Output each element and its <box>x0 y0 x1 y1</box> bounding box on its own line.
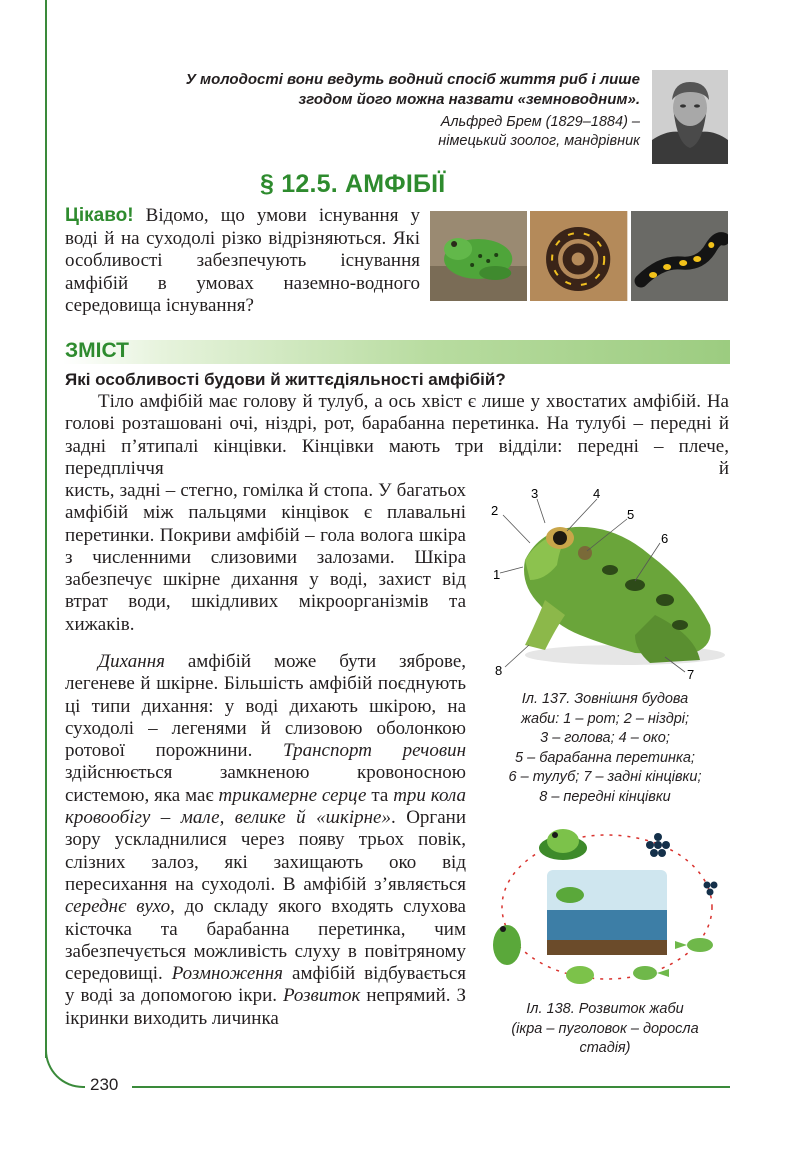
caption-137-line: 6 – тулуб; 7 – задні кінцівки; <box>508 769 702 785</box>
term-middle-ear: середнє вухо <box>65 896 171 918</box>
caption-138-line: (ікра – пуголовок – доросла <box>511 1020 699 1037</box>
term-circulation: три кола кровообігу – мале, велике й «шкірне» <box>65 784 466 829</box>
paragraph-1: Тіло амфібій має голову й тулуб, а ось хвіст є лише у хвостатих амфібій. На голові розташовані очі, ніздрі, рот, барабанна перетинка. На тулубі – передні й задні п’ятипалі кінцівки. Кінцівки мають три відділи: передні – плече, передпліччя й <box>65 391 729 479</box>
paragraph-3-text-b: здійснюється замкненою кровоносною системою, яка має <box>65 762 466 806</box>
caption-138-line: стадія) <box>579 1040 631 1056</box>
epigraph-quote-line2: згодом його можна назвати «земноводним». <box>298 91 640 108</box>
frog-lifecycle-figure <box>485 815 730 995</box>
label-5: 5 <box>627 507 635 522</box>
page-frame-left <box>45 0 47 1058</box>
paragraph-3-text-d: . Органи зору ускладнилися через появу трьох повік, слізних залоз, які захищають око від пересихання на суходолі. В амфібій з’являється <box>65 807 466 895</box>
caption-138-line: Іл. 138. Розвиток жаби <box>526 1001 684 1017</box>
caption-137-line: 5 – барабанна перетинка; <box>515 749 695 766</box>
term-transport: Транспорт речовин <box>283 740 467 762</box>
intro-label: Цікаво! <box>65 205 134 226</box>
portrait-image <box>652 70 728 164</box>
paragraph-3-text-g: непрямий. З ікринки виходить личинка <box>65 985 466 1029</box>
label-3: 3 <box>531 486 539 501</box>
content-bar-label: ЗМІСТ <box>65 339 129 362</box>
page-frame-bottom <box>132 1086 730 1088</box>
label-6: 6 <box>661 531 669 546</box>
term-breathing: Дихання <box>98 651 165 672</box>
figure-137-caption <box>480 690 730 807</box>
paragraph-3-text-a: амфібій може бути зяброве, легеневе й шкірне. Більшість амфібій поєднують ці типи дихання: у воді дихають шкірою, на суходолі – легенями й слизовою оболонкою ротової порожнини. <box>65 651 466 762</box>
label-4: 4 <box>593 486 601 501</box>
salamander-photo <box>631 211 728 301</box>
paragraph-3 <box>65 651 466 1030</box>
section-title: § 12.5. АМФІБІЇ <box>260 170 446 198</box>
intro-block <box>65 205 420 318</box>
page-number: 230 <box>90 1075 119 1094</box>
epigraph-quote-line1: У молодості вони ведуть водний спосіб життя риб і лише <box>185 71 640 88</box>
intro-text: Відомо, що умови існування у воді й на суходолі різко відрізняються. Які особливості забезпечують існування амфібій в умовах наземно-водного середовища існування? <box>65 205 421 316</box>
content-bar <box>63 340 730 364</box>
label-2: 2 <box>491 503 499 518</box>
epigraph-author-line2: німецький зоолог, мандрівник <box>438 133 640 149</box>
subheading: Які особливості будови й життєдіяльності амфібій? <box>65 370 506 389</box>
term-heart: трикамерне серце <box>218 784 367 806</box>
frog-photo <box>430 211 527 301</box>
caption-137-line: жаби: 1 – рот; 2 – ніздрі; <box>520 710 690 727</box>
epigraph <box>120 70 640 151</box>
caecilian-photo <box>530 211 627 301</box>
paragraph-3-text-c: та <box>366 784 394 806</box>
caption-137-line: Іл. 137. Зовнішня будова <box>521 691 689 707</box>
page-frame-corner <box>45 1048 85 1088</box>
caption-137-line: 8 – передні кінцівки <box>539 788 671 805</box>
caption-137-line: 3 – голова; 4 – око; <box>540 730 670 746</box>
label-1: 1 <box>493 567 501 582</box>
epigraph-author-line1: Альфред Брем (1829–1884) – <box>440 114 640 130</box>
paragraph-3-text-f: амфібій відбувається у воді за допомогою ікри. <box>65 963 466 1007</box>
figure-138-caption <box>480 1000 730 1059</box>
term-reproduction: Розмноження <box>171 963 283 985</box>
label-7: 7 <box>687 667 695 680</box>
term-development: Розвиток <box>282 985 361 1007</box>
paragraph-2: кисть, задні – стегно, гомілка й стопа. У багатьох амфібій між пальцями кінцівок є плавальні перетинки. Покриви амфібій – гола волога шкіра з численними слизовими залозами. Шкіра забезпечує шкірне дихання у воді, захист від втрат води, шкідливих мікроорганізмів та хижаків. <box>65 480 466 635</box>
amphibian-photos <box>430 211 728 301</box>
label-8: 8 <box>495 663 503 678</box>
frog-anatomy-figure <box>485 485 730 680</box>
paragraph-3-text-e: , до складу якого входять слухова кісточка та барабанна перетинка, чим забезпечується можливість слуху в повітряному середовищі. <box>65 896 466 985</box>
